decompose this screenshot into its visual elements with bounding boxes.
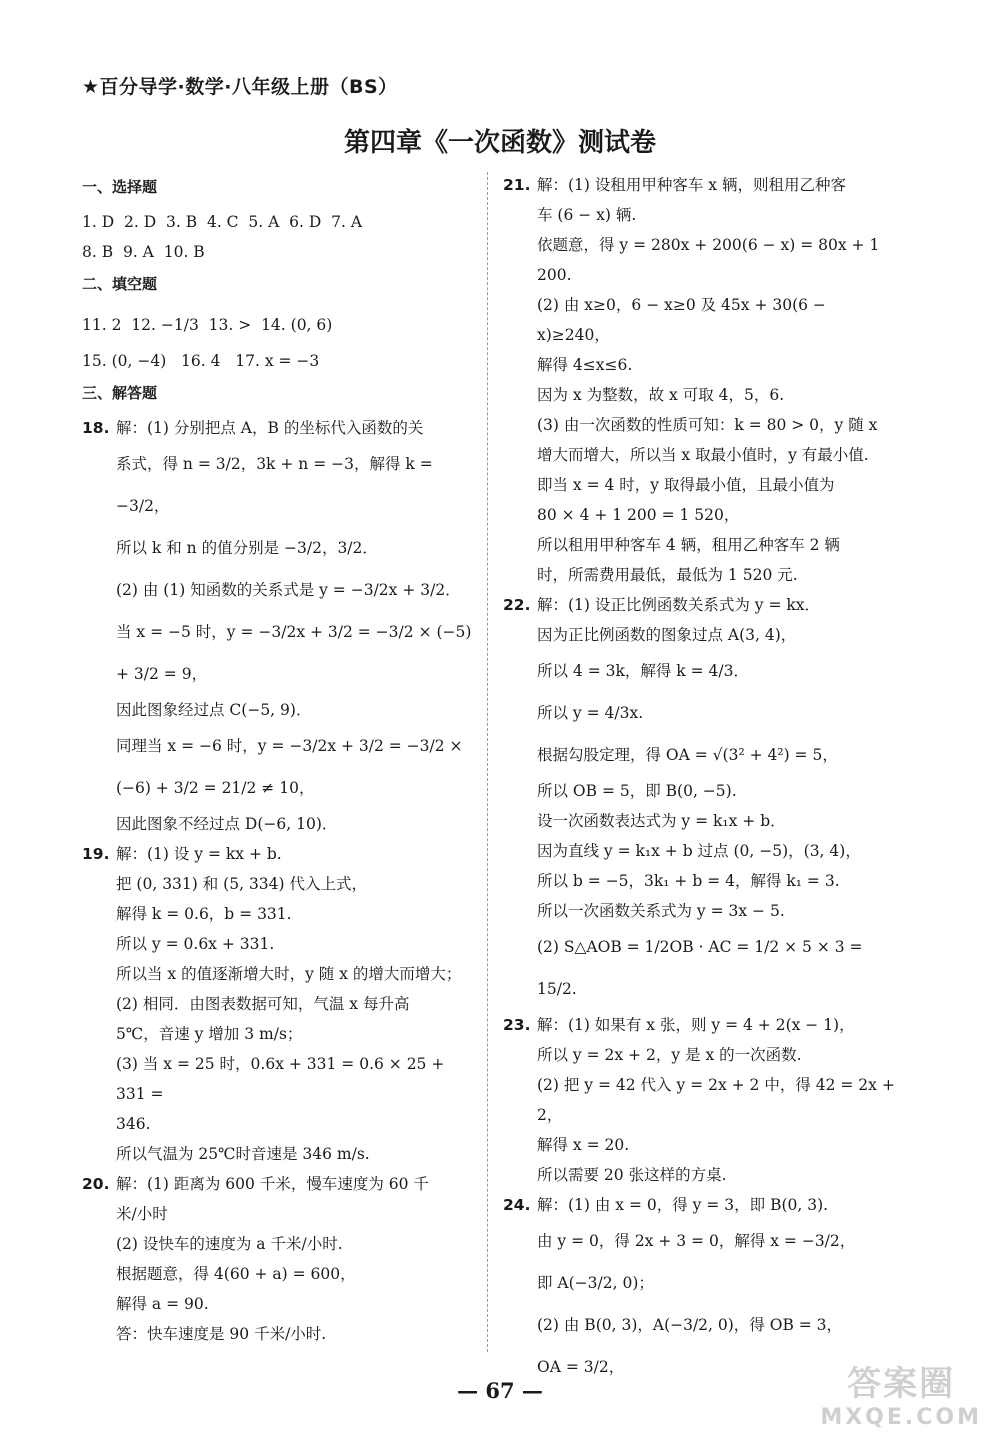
solution-line: 所以当 x 的值逐渐增大时，y 随 x 的增大而增大； <box>116 965 462 983</box>
solution-line: (2) S△AOB = 1/2OB · AC = 1/2 × 5 × 3 = 15/2. <box>537 938 868 998</box>
solution-line: 依题意，得 y = 280x + 200(6 − x) = 80x + 1 200. <box>537 236 885 284</box>
question-20 <box>82 1169 474 1349</box>
watermark-text: 答案圈 <box>847 1364 956 1404</box>
solution-line: 设一次函数表达式为 y = k₁x + b． <box>537 812 786 830</box>
solution-line: 时，所需费用最低，最低为 1 520 元. <box>537 566 798 584</box>
book-header: ★百分导学·数学·八年级上册（BS） <box>82 76 398 98</box>
solution-line: 解：(1) 如果有 x 张，则 y = 4 + 2(x − 1)， <box>537 1016 855 1034</box>
question-23 <box>503 1010 903 1190</box>
solution-line: 由 y = 0，得 2x + 3 = 0，解得 x = −3/2， <box>537 1232 856 1250</box>
section-fill-heading: 二、填空题 <box>82 275 158 293</box>
solution-line: 解得 4≤x≤6. <box>537 356 633 374</box>
solution-line: 5℃，音速 y 增加 3 m/s； <box>116 1025 303 1043</box>
section-solution-heading: 三、解答题 <box>82 384 158 402</box>
solution-line: (2) 相同．由图表数据可知，气温 x 每升高 <box>116 995 410 1013</box>
choice-answers-line-1: 1. D 2. D 3. B 4. C 5. A 6. D 7. A <box>82 213 363 231</box>
solution-line: 因此图象不经过点 D(−6, 10)． <box>116 815 338 833</box>
question-19 <box>82 839 474 1169</box>
fill-answers-line-1: 11. 2 12. −1/3 13. > 14. (0, 6) <box>82 316 333 334</box>
solution-line: 所以 y = 4/3x. <box>537 704 644 722</box>
question-number: 22. <box>503 596 531 614</box>
question-number: 20. <box>82 1175 110 1193</box>
solution-line: + 3/2 = 9， <box>116 665 208 683</box>
solution-line: 把 (0, 331) 和 (5, 334) 代入上式， <box>116 875 367 893</box>
solution-line: 根据勾股定理，得 OA = √(3² + 4²) = 5， <box>537 746 838 764</box>
solution-line: 解：(1) 设租用甲种客车 x 辆，则租用乙种客 <box>537 176 846 194</box>
solution-line: 解：(1) 距离为 600 千米，慢车速度为 60 千 <box>116 1175 429 1193</box>
solution-line: 所以 b = −5，3k₁ + b = 4，解得 k₁ = 3. <box>537 872 840 890</box>
solution-line: 因为正比例函数的图象过点 A(3, 4)， <box>537 626 797 644</box>
page-number: — 67 — <box>457 1378 543 1403</box>
solution-line: 解：(1) 由 x = 0，得 y = 3，即 B(0, 3). <box>537 1196 829 1214</box>
solution-line: (3) 当 x = 25 时，0.6x + 331 = 0.6 × 25 + 331 = <box>116 1055 450 1103</box>
question-21 <box>503 170 903 590</box>
choice-answers-line-2: 8. B 9. A 10. B <box>82 243 205 261</box>
question-18 <box>82 413 474 839</box>
solution-line: 根据题意，得 4(60 + a) = 600， <box>116 1265 356 1283</box>
question-number: 19. <box>82 845 110 863</box>
solution-line: 答：快车速度是 90 千米/小时. <box>116 1325 327 1343</box>
question-number: 23. <box>503 1016 531 1034</box>
solution-line: 所以气温为 25℃时音速是 346 m/s. <box>116 1145 370 1163</box>
question-number: 21. <box>503 176 531 194</box>
solution-line: 系式，得 n = 3/2，3k + n = −3，解得 k = −3/2， <box>116 455 438 515</box>
solution-line: (2) 由 (1) 知函数的关系式是 y = −3/2x + 3/2． <box>116 581 461 599</box>
solution-line: 解得 k = 0.6，b = 331. <box>116 905 292 923</box>
solution-line: 解得 x = 20. <box>537 1136 630 1154</box>
solution-line: 解：(1) 设正比例函数关系式为 y = kx． <box>537 596 821 614</box>
watermark-url: MXQE.COM <box>820 1405 982 1430</box>
solution-line: (2) 由 B(0, 3)，A(−3/2, 0)，得 OB = 3， <box>537 1316 843 1334</box>
solution-line: 车 (6 − x) 辆. <box>537 206 637 224</box>
solution-line: 因此图象经过点 C(−5, 9)． <box>116 701 312 719</box>
question-number: 24. <box>503 1196 531 1214</box>
solution-line: 即当 x = 4 时，y 取得最小值，且最小值为 <box>537 476 835 494</box>
solution-line: 所以租用甲种客车 4 辆，租用乙种客车 2 辆 <box>537 536 840 554</box>
solution-line: (−6) + 3/2 = 21/2 ≠ 10， <box>116 779 315 797</box>
solution-line: 所以 OB = 5，即 B(0, −5). <box>537 782 737 800</box>
solution-line: 解得 a = 90. <box>116 1295 209 1313</box>
column-divider <box>487 172 488 1352</box>
page-title: 第四章《一次函数》测试卷 <box>343 128 656 158</box>
solution-line: 解：(1) 分别把点 A，B 的坐标代入函数的关 <box>116 419 424 437</box>
question-number: 18. <box>82 419 110 437</box>
solution-line: (3) 由一次函数的性质可知：k = 80 > 0，y 随 x <box>537 416 878 434</box>
solution-line: 所以需要 20 张这样的方桌. <box>537 1166 727 1184</box>
solution-line: 解：(1) 设 y = kx + b. <box>116 845 282 863</box>
solution-line: 所以 4 = 3k，解得 k = 4/3． <box>537 662 749 680</box>
question-22 <box>503 590 903 1010</box>
right-column <box>503 170 903 1388</box>
left-column <box>82 170 474 1349</box>
solution-line: 当 x = −5 时，y = −3/2x + 3/2 = −3/2 × (−5) <box>116 623 472 641</box>
solution-line: 同理当 x = −6 时，y = −3/2x + 3/2 = −3/2 × <box>116 737 463 755</box>
solution-line: 所以 y = 0.6x + 331. <box>116 935 275 953</box>
solution-line: 所以 k 和 n 的值分别是 −3/2，3/2． <box>116 539 378 557</box>
solution-line: 米/小时 <box>116 1205 168 1223</box>
watermark-logo <box>820 1356 982 1430</box>
solution-line: 346. <box>116 1115 151 1133</box>
solution-line: (2) 由 x≥0，6 − x≥0 及 45x + 30(6 − x)≥240， <box>537 296 831 344</box>
solution-line: 因为 x 为整数，故 x 可取 4，5，6. <box>537 386 785 404</box>
section-choice-heading: 一、选择题 <box>82 178 158 196</box>
solution-line: 所以一次函数关系式为 y = 3x − 5. <box>537 902 785 920</box>
solution-line: OA = 3/2， <box>537 1358 625 1376</box>
solution-line: 因为直线 y = k₁x + b 过点 (0, −5)，(3, 4)， <box>537 842 861 860</box>
solution-line: 80 × 4 + 1 200 = 1 520， <box>537 506 740 524</box>
solution-line: 即 A(−3/2, 0)； <box>537 1274 654 1292</box>
solution-line: 所以 y = 2x + 2，y 是 x 的一次函数. <box>537 1046 802 1064</box>
solution-line: (2) 把 y = 42 代入 y = 2x + 2 中，得 42 = 2x + 2， <box>537 1076 900 1124</box>
fill-answers-line-2: 15. (0, −4) 16. 4 17. x = −3 <box>82 352 320 370</box>
solution-line: (2) 设快车的速度为 a 千米/小时. <box>116 1235 343 1253</box>
solution-line: 增大而增大，所以当 x 取最小值时，y 有最小值. <box>537 446 869 464</box>
